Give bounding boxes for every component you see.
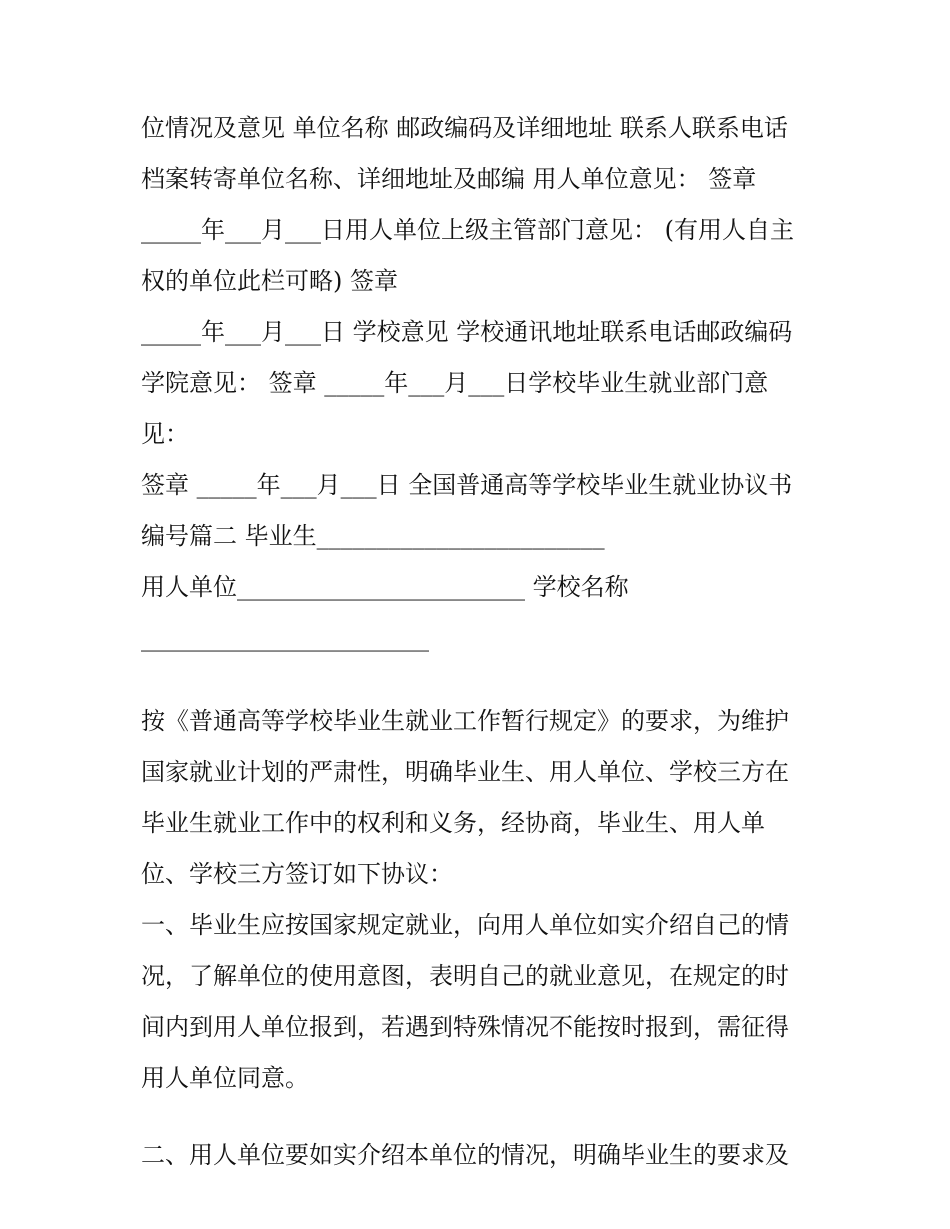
text-line: 用人单位________________________ 学校名称 bbox=[141, 573, 629, 601]
text-line: 国家就业计划的严肃性，明确毕业生、用人单位、学校三方在 bbox=[141, 758, 789, 786]
text-line: 档案转寄单位名称、详细地址及邮编 用人单位意见： 签章 bbox=[141, 165, 757, 193]
text-line: 见： bbox=[141, 420, 189, 448]
text-line: 况，了解单位的使用意图，表明自己的就业意见，在规定的时 bbox=[141, 962, 789, 990]
text-line: 二、用人单位要如实介绍本单位的情况，明确毕业生的要求及 bbox=[141, 1141, 789, 1169]
paragraph-gap bbox=[141, 664, 821, 696]
text-line: 间内到用人单位报到，若遇到特殊情况不能按时报到，需征得 bbox=[141, 1013, 789, 1041]
text-line: _____年___月___日 学校意见 学校通讯地址联系电话邮政编码 bbox=[141, 318, 793, 346]
paragraph-gap bbox=[141, 1104, 821, 1130]
document-body bbox=[141, 103, 821, 1181]
text-line: 位、学校三方签订如下协议： bbox=[141, 860, 453, 888]
text-line: 一、毕业生应按国家规定就业，向用人单位如实介绍自己的情 bbox=[141, 911, 789, 939]
text-line: _____年___月___日用人单位上级主管部门意见： (有用人自主 bbox=[141, 216, 794, 244]
text-line: 按《普通高等学校毕业生就业工作暂行规定》的要求，为维护 bbox=[141, 707, 789, 735]
text-line: ________________________ bbox=[141, 624, 429, 652]
text-line: 毕业生就业工作中的权利和义务，经协商，毕业生、用人单 bbox=[141, 809, 765, 837]
text-line: 学院意见： 签章 _____年___月___日学校毕业生就业部门意 bbox=[141, 369, 769, 397]
text-line: 权的单位此栏可略) 签章 bbox=[141, 267, 398, 295]
text-line: 用人单位同意。 bbox=[141, 1064, 309, 1092]
text-line: 签章 _____年___月___日 全国普通高等学校毕业生就业协议书 bbox=[141, 471, 793, 499]
text-line: 编号篇二 毕业生________________________ bbox=[141, 522, 605, 550]
text-line: 位情况及意见 单位名称 邮政编码及详细地址 联系人联系电话 bbox=[141, 114, 788, 142]
